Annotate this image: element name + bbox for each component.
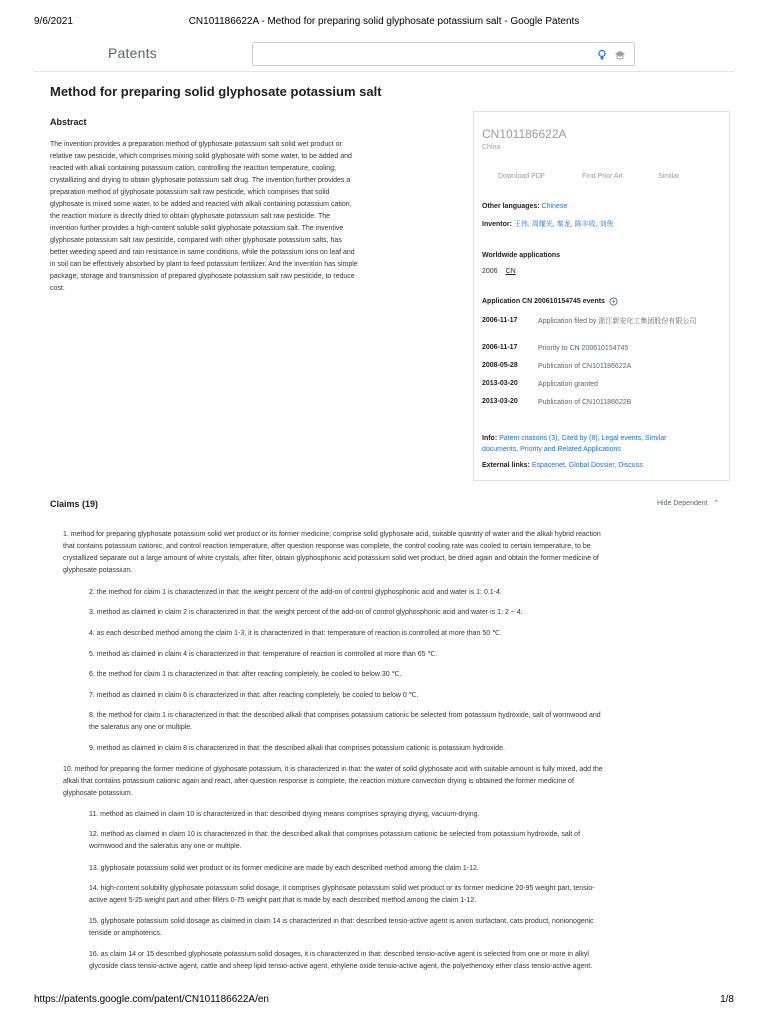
claim-13 <box>89 863 719 875</box>
abstract-text <box>50 139 426 295</box>
chevron-up-icon: ⌃ <box>713 500 720 507</box>
worldwide-row <box>482 268 516 275</box>
publication-number: CN101186622A <box>482 127 567 141</box>
external-links[interactable]: Espacenet, Global Dossier, Discuss <box>531 462 643 469</box>
event-date: 2008-05-28 <box>482 362 518 369</box>
abstract-line: in soil can be effectively absorbed by plant to feed potassium fertilizer. And the invention has simple <box>50 261 358 268</box>
event-text: Priority to CN 200610154745 <box>538 345 629 352</box>
claim-2 <box>89 587 719 599</box>
abstract-line: invention further provides a high-content soluble solid glyphosate potassium salt. The inventive <box>50 225 344 232</box>
worldwide-country-link[interactable]: CN <box>505 268 516 275</box>
abstract-line: cost. <box>50 285 65 292</box>
claim-14 <box>89 883 719 907</box>
hide-dependent-toggle[interactable] <box>657 499 719 507</box>
abstract-line: reacted with alkali containing potassium cation, controlling the reaction temperature, cooling, <box>50 165 336 172</box>
info-label: Info: <box>482 435 498 442</box>
claim-10 <box>63 764 719 800</box>
claim-line: 2. the method for claim 1 is characterized in that: the weight percent of the add-on of control glyphosphonic acid and water is 1: 0.1-4. <box>89 589 502 596</box>
patent-title: Method for preparing solid glyphosate potassium salt <box>50 84 382 99</box>
worldwide-heading: Worldwide applications <box>482 252 561 259</box>
claim-line: alkali that contains potassium cationic again and react, after question response is complete, the reaction mixture convection drying is obtained the former medicine of <box>63 778 574 785</box>
print-url: https://patents.google.com/patent/CN101186622A/en <box>34 994 269 1005</box>
external-links-label: External links: <box>482 462 530 469</box>
abstract-line: glyphosate is mixed some water, to be added and reacted with alkali containing potassium cation, <box>50 201 352 208</box>
claims-heading: Claims (19) <box>50 499 99 509</box>
claim-line: crystallized separate out a large amount of white crystals, after filter, obtain glyphosphonic acid potassium solid wet product, be dried again and obtain the former medicine of <box>63 555 599 562</box>
print-page-number: 1/8 <box>720 994 734 1005</box>
info-links-line2[interactable]: documents, Priority and Related Applications <box>482 446 621 453</box>
claim-8 <box>89 710 719 734</box>
claim-3 <box>89 607 719 619</box>
claim-7 <box>89 690 719 702</box>
claim-line: the saleratus any one or multiple. <box>89 724 193 731</box>
abstract-line: relative raw pesticide, which comprises mixing solid glyphosate with some water, to be added and <box>50 153 352 160</box>
external-links-row <box>482 462 643 469</box>
language-chinese-link[interactable]: Chinese <box>541 203 568 210</box>
worldwide-year: 2006 <box>482 268 498 275</box>
claim-line: 8. the method for claim 1 is characterized in that: the described alkali that comprises potassium cationic be selected from potassium hydroxide, salt of wormwood and <box>89 712 601 719</box>
claim-line: 4. as each described method among the claim 1-3, it is characterized in that: temperature of reaction is controlled at more than 50 ℃. <box>89 630 502 637</box>
claim-11 <box>89 809 719 821</box>
abstract-line: the reaction mixture is directly dried to obtain glyphosate potassium salt raw pesticide. The <box>50 213 331 220</box>
print-date: 9/6/2021 <box>34 16 73 27</box>
claim-line: glyphosate potassium. <box>63 567 133 574</box>
claim-line: 16. as claim 14 or 15 described glyphosate potassium solid dosages, it is characterized in that: described tensio-active agent is selected from one or more in alkyl <box>89 951 589 958</box>
claim-4 <box>89 628 719 640</box>
claim-5 <box>89 649 719 661</box>
abstract-heading: Abstract <box>50 117 87 127</box>
info-links-line1[interactable]: Patent citations (3), Cited by (8), Legal events, Similar <box>499 435 667 442</box>
claim-line: active agent 5-25 weight part and other fillers 0-75 weight part that is made by each described method among the claim 1-12. <box>89 897 477 904</box>
info-row <box>482 433 722 455</box>
claim-line: 12. method as claimed in claim 10 is characterized in that: the described alkali that comprises potassium cationic be selected from potassium hydroxide, salt of <box>89 831 581 838</box>
claim-line: 11. method as claimed in claim 10 is characterized in that: described drying means comprises spraying drying, vacuum-drying. <box>89 811 480 818</box>
claim-line: glycoside class tensio-active agent, cattle and sheep lipid tensio-active agent, ethylene oxide tensio-active agent, the polyethenoxy ether class tensio-active agent. <box>89 963 593 970</box>
hide-dependent-label: Hide Dependent <box>657 500 708 507</box>
claim-line: 7. method as claimed in claim 6 is characterized in that: after reacting completely, be cooled to below 0 ℃. <box>89 692 419 699</box>
patent-info-card <box>473 111 730 481</box>
abstract-line: better weeding speed and rain resistance in same conditions, while the potassium ions on leaf and <box>50 249 355 256</box>
help-icon[interactable] <box>609 297 618 306</box>
event-text: Publication of CN101186622B <box>538 399 632 406</box>
find-prior-art-link[interactable]: Find Prior Art <box>582 173 623 180</box>
event-date: 2013-03-20 <box>482 380 518 387</box>
claim-line: tenside or amphoterics. <box>89 930 162 937</box>
claim-line: 13. glyphosate potassium solid wet product or its former medicine are made by each described method among the claim 1-12. <box>89 865 479 872</box>
event-date: 2006-11-17 <box>482 317 518 324</box>
claim-line: glyphosate potassium. <box>63 790 133 797</box>
claim-9 <box>89 743 719 755</box>
abstract-line: crystallizing and drying to obtain glyphosate potassium salt drug. The invention further provides a <box>50 177 351 184</box>
events-heading <box>482 297 618 306</box>
event-date: 2013-03-20 <box>482 398 518 405</box>
claim-1 <box>63 529 719 577</box>
inventor-row <box>482 219 613 229</box>
event-date: 2006-11-17 <box>482 344 518 351</box>
claim-line: 9. method as claimed in claim 8 is characterized in that: the described alkali that comprises potassium cationic is potassium hydroxide. <box>89 745 505 752</box>
claim-12 <box>89 829 719 853</box>
other-languages-row <box>482 203 567 210</box>
abstract-line: preparation method of glyphosate potassium salt raw pesticide, which comprises that solid <box>50 189 330 196</box>
school-icon[interactable] <box>614 48 626 60</box>
print-title: CN101186622A - Method for preparing solid glyphosate potassium salt - Google Patents <box>188 16 580 27</box>
claim-line: 14. high-content solubility glyphosate potassium solid dosage, it comprises glyphosate potassium solid wet product or its former medicine 20-95 weight part, tensio- <box>89 885 595 892</box>
inventor-links[interactable]: 王伟, 周耀光, 秦龙, 陈丰收, 刘侠 <box>513 221 614 228</box>
event-text: Application filed by 浙江新安化工集团股份有限公司 <box>538 318 697 325</box>
other-languages-label: Other languages: <box>482 203 540 210</box>
claim-16 <box>89 949 719 973</box>
claim-line: 1. method for preparing glyphosate potassium solid wet product or its former medicine, comprise solid glyphosate acid, suitable quantity of water and the alkali hybrid reaction <box>63 531 601 538</box>
claim-15 <box>89 916 719 940</box>
publication-country: China <box>482 144 501 151</box>
print-header <box>0 16 768 30</box>
lightbulb-icon[interactable] <box>596 48 608 60</box>
claim-line: 6. the method for claim 1 is characterized in that: after reacting completely, be cooled to below 30 ℃. <box>89 671 402 678</box>
abstract-line: The invention provides a preparation method of glyphosate potassium salt solid wet product or <box>50 141 342 148</box>
search-input[interactable] <box>252 42 635 66</box>
claim-line: 5. method as claimed in claim 4 is characterized in that: temperature of reaction is controlled at more than 65 ℃. <box>89 651 438 658</box>
similar-link[interactable]: Similar <box>658 173 680 180</box>
claim-line: 10. method for preparing the former medicine of glyphosate potassium, it is characterized in that: the water of solid glyphosate acid with suitable amount is fully mixed, add the <box>63 766 603 773</box>
top-bar <box>34 38 734 72</box>
claim-line: that contains potassium cationic, and control reaction temperature, after question response was complete, the control cooling rate was cooled to certain temperature, to be <box>63 543 591 550</box>
claim-6 <box>89 669 719 681</box>
claim-line: wormwood and the saleratus any one or multiple. <box>89 843 242 850</box>
download-pdf-link[interactable]: Download PDF <box>498 173 546 180</box>
patents-logo[interactable]: Patents <box>108 45 157 61</box>
events-heading-text: Application CN 200610154745 events <box>482 298 605 305</box>
abstract-line: glyphosate potassium salt raw pesticide, compared with other glyphosate potassium salts, has <box>50 237 342 244</box>
event-text: Publication of CN101186622A <box>538 363 632 370</box>
claim-line: 3. method as claimed in claim 2 is characterized in that: the weight percent of the add-on of control glyphosphonic acid and water is 1: 2 ~ 4. <box>89 609 523 616</box>
abstract-line: package, storage and transmission of prepared glyphosate potassium salt raw pesticide, to reduce <box>50 273 355 280</box>
claim-line: 15. glyphosate potassium solid dosage as claimed in claim 14 is characterized in that: described tensio-active agent is anion surfactant, cats product, nonionogenic <box>89 918 594 925</box>
event-text: Application granted <box>538 381 598 388</box>
inventor-label: Inventor: <box>482 221 512 228</box>
